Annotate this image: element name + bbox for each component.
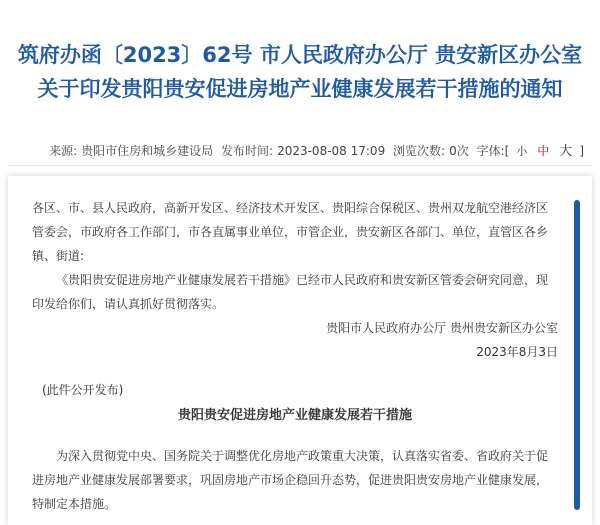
source-value: 贵阳市住房和城乡建设局 xyxy=(81,144,214,158)
content-scrollbar-thumb[interactable] xyxy=(574,200,580,510)
font-size-close-bracket: ] xyxy=(579,144,584,158)
publish-time-label: 发布时间: xyxy=(221,144,274,158)
measures-intro-paragraph: 为深入贯彻党中央、国务院关于调整优化房地产政策重大决策，认真落实省委、省政府关于促进房地产业健康发展部署要求，巩固房地产市场企稳回升态势，促进贵阳贵安房地产业健康发展，特制定本措施。 xyxy=(32,449,549,511)
article-body xyxy=(32,196,558,516)
view-count-label: 浏览次数: xyxy=(393,144,446,158)
article-meta xyxy=(0,140,584,159)
font-size-small-button[interactable]: 小 xyxy=(516,145,528,158)
article-title: 筑府办函〔2023〕62号 市人民政府办公厅 贵安新区办公室关于印发贵阳贵安促进房地产业健康发展若干措施的通知 xyxy=(17,43,583,102)
content-scrollbar-track[interactable] xyxy=(574,200,580,510)
recipients-paragraph: 各区、市、县人民政府，高新开发区、经济技术开发区、贵阳综合保税区、贵州双龙航空港经济区管委会，市政府各工作部门，市各直属事业单位，市管企业，贵安新区各部门、单位，直管区各乡镇、街道: xyxy=(32,201,549,263)
font-size-large-button[interactable]: 大 xyxy=(559,144,573,159)
divider xyxy=(8,165,592,166)
issue-date: 2023年8月3日 xyxy=(476,345,558,359)
font-size-label: 字体:[ xyxy=(476,144,510,158)
source-label: 来源: xyxy=(49,144,78,158)
publish-time-value: 2023-08-08 17:09 xyxy=(277,144,386,158)
measures-title: 贵阳贵安促进房地产业健康发展若干措施 xyxy=(177,408,412,423)
notice-paragraph: 《贵阳贵安促进房地产业健康发展若干措施》已经市人民政府和贵安新区管委会研究同意，现印发给你们，请认真抓好贯彻落实。 xyxy=(32,273,549,311)
article-content-panel[interactable] xyxy=(8,176,592,525)
font-size-medium-button[interactable]: 中 xyxy=(537,144,550,158)
publication-note: (此件公开发布) xyxy=(42,383,124,397)
issuer-signature: 贵阳市人民政府办公厅 贵州贵安新区办公室 xyxy=(326,321,558,335)
view-count-value: 0次 xyxy=(449,144,469,158)
